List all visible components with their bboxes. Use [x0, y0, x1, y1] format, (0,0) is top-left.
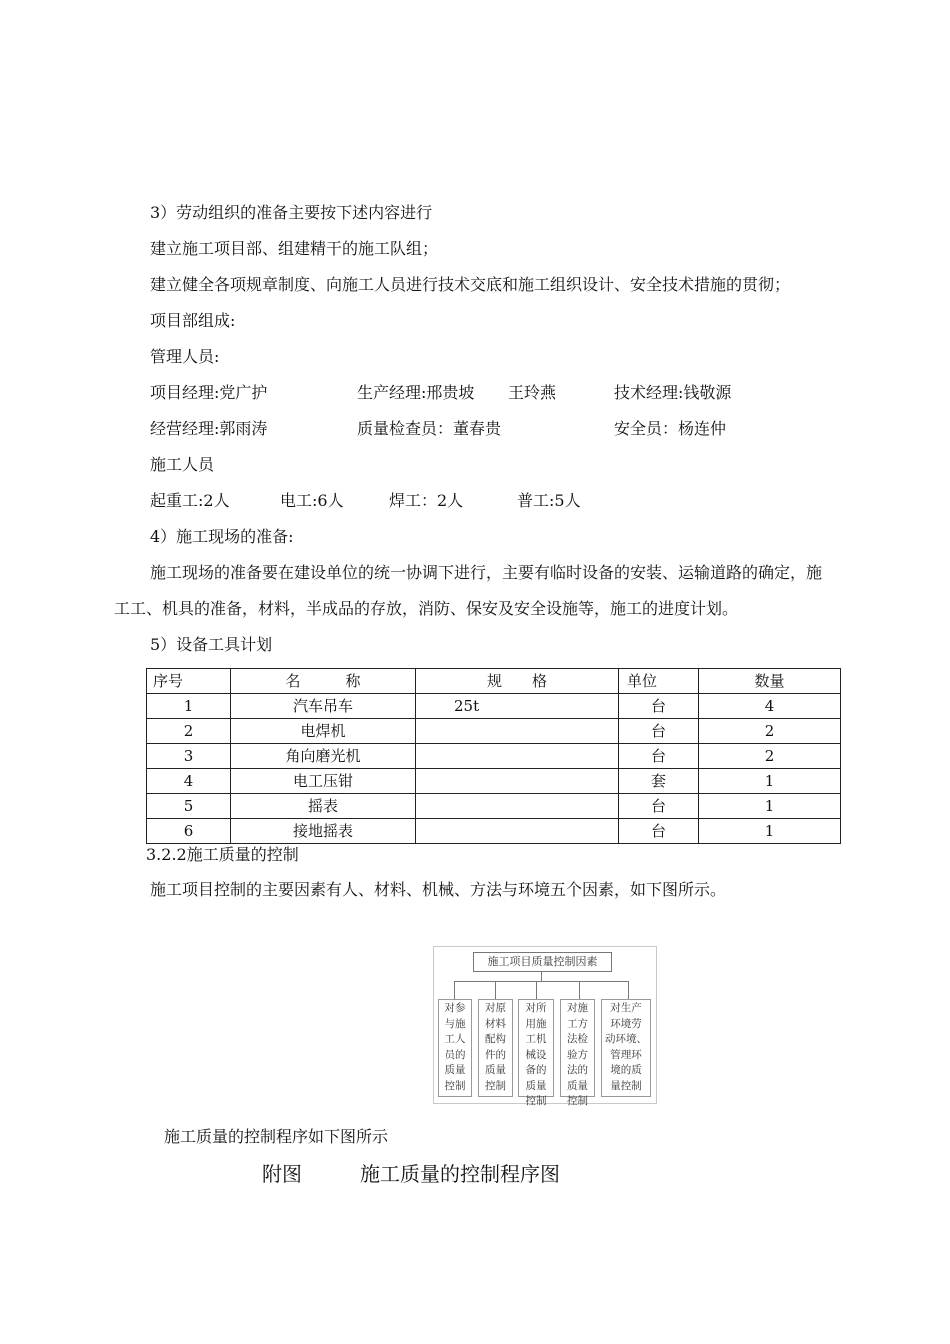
figure-title: 施工质量的控制程序图: [360, 1162, 560, 1186]
table-cell: 接地摇表: [231, 819, 416, 844]
table-cell: 电工压钳: [231, 769, 416, 794]
section-heading-quality: 3.2.2施工质量的控制: [146, 845, 299, 864]
column-header: 单位: [619, 669, 699, 694]
table-cell: 5: [147, 794, 231, 819]
table-cell: 台: [619, 694, 699, 719]
table-cell: 2: [699, 719, 841, 744]
table-cell: [416, 719, 619, 744]
table-cell: 1: [699, 769, 841, 794]
staff-quality-inspector: 质量检查员：董春贵: [357, 419, 502, 438]
staff-production-manager-2: 王玲燕: [508, 383, 557, 402]
table-cell: 台: [619, 794, 699, 819]
paragraph-quality-factors: 施工项目控制的主要因素有人、材料、机械、方法与环境五个因素，如下图所示。: [150, 880, 727, 899]
table-cell: 25t: [416, 694, 619, 719]
table-cell: 2: [147, 719, 231, 744]
table-row: [147, 719, 841, 744]
equipment-table: [146, 668, 841, 844]
diagram-box-environment: 对生产 环境劳 动环境、 管理环 境的质 量控制: [601, 999, 651, 1097]
paragraph-dept-composition: 项目部组成:: [150, 311, 236, 330]
column-header: 序号: [147, 669, 231, 694]
workers-welders: 焊工：2人: [389, 491, 464, 510]
workers-general: 普工:5人: [517, 491, 581, 510]
table-row: [147, 744, 841, 769]
table-cell: 2: [699, 744, 841, 769]
column-header: 名 称: [231, 669, 416, 694]
staff-technical-manager: 技术经理:钱敬源: [614, 383, 732, 402]
diagram-title: 施工项目质量控制因素: [473, 952, 612, 972]
table-cell: 1: [699, 794, 841, 819]
table-row: [147, 769, 841, 794]
table-cell: 3: [147, 744, 231, 769]
table-cell: 电焊机: [231, 719, 416, 744]
diagram-connector: [579, 981, 580, 999]
workers-riggers: 起重工:2人: [150, 491, 230, 510]
workers-electricians: 电工:6人: [280, 491, 344, 510]
table-cell: 汽车吊车: [231, 694, 416, 719]
table-cell: 台: [619, 719, 699, 744]
diagram-connector: [454, 981, 628, 982]
table-row: [147, 794, 841, 819]
table-cell: [416, 819, 619, 844]
table-cell: 摇表: [231, 794, 416, 819]
paragraph-control-procedure: 施工质量的控制程序如下图所示: [164, 1127, 389, 1146]
diagram-connector: [628, 981, 629, 999]
table-cell: 6: [147, 819, 231, 844]
table-cell: 4: [147, 769, 231, 794]
diagram-box-materials: 对原 材料 配构 件的 质量 控制: [478, 999, 513, 1097]
diagram-connector: [495, 981, 496, 999]
paragraph-management-staff: 管理人员:: [150, 347, 220, 366]
table-cell: 角向磨光机: [231, 744, 416, 769]
paragraph-project-dept: 建立施工项目部、组建精干的施工队组；: [150, 239, 439, 258]
quality-factors-diagram: [433, 946, 657, 1107]
diagram-connector: [541, 972, 542, 981]
table-cell: 台: [619, 744, 699, 769]
table-cell: 台: [619, 819, 699, 844]
diagram-connector: [536, 981, 537, 999]
table-row: [147, 819, 841, 844]
column-header: 规 格: [416, 669, 619, 694]
diagram-box-personnel: 对参 与施 工人 员的 质量 控制: [438, 999, 472, 1097]
section-heading-equipment: 5）设备工具计划: [150, 635, 273, 654]
table-header-row: [147, 669, 841, 694]
table-row: [147, 694, 841, 719]
paragraph-site-prep-2: 工工、机具的准备，材料，半成品的存放，消防、保安及安全设施等，施工的进度计划。: [114, 599, 739, 618]
section-heading-labor: 3）劳动组织的准备主要按下述内容进行: [150, 203, 433, 222]
paragraph-site-prep-1: 施工现场的准备要在建设单位的统一协调下进行，主要有临时设备的安装、运输道路的确定，施: [150, 563, 823, 582]
staff-production-manager: 生产经理:邢贵坡: [357, 383, 475, 402]
table-cell: [416, 744, 619, 769]
section-heading-site: 4）施工现场的准备:: [150, 527, 294, 546]
table-cell: 1: [699, 819, 841, 844]
column-header: 数量: [699, 669, 841, 694]
table-cell: [416, 794, 619, 819]
figure-label: 附图: [262, 1162, 302, 1186]
staff-business-manager: 经营经理:郭雨涛: [150, 419, 268, 438]
table-cell: 4: [699, 694, 841, 719]
paragraph-regulations: 建立健全各项规章制度、向施工人员进行技术交底和施工组织设计、安全技术措施的贯彻；: [150, 275, 791, 294]
staff-project-manager: 项目经理:党广护: [150, 383, 268, 402]
diagram-box-machinery: 对所 用施 工机 械设 备的 质量 控制: [518, 999, 554, 1097]
paragraph-construction-staff: 施工人员: [150, 455, 215, 474]
table-cell: 1: [147, 694, 231, 719]
staff-safety-officer: 安全员：杨连仲: [614, 419, 727, 438]
diagram-box-methods: 对施 工方 法检 验方 法的 质量 控制: [560, 999, 595, 1097]
diagram-connector: [454, 981, 455, 999]
table-cell: 套: [619, 769, 699, 794]
table-cell: [416, 769, 619, 794]
